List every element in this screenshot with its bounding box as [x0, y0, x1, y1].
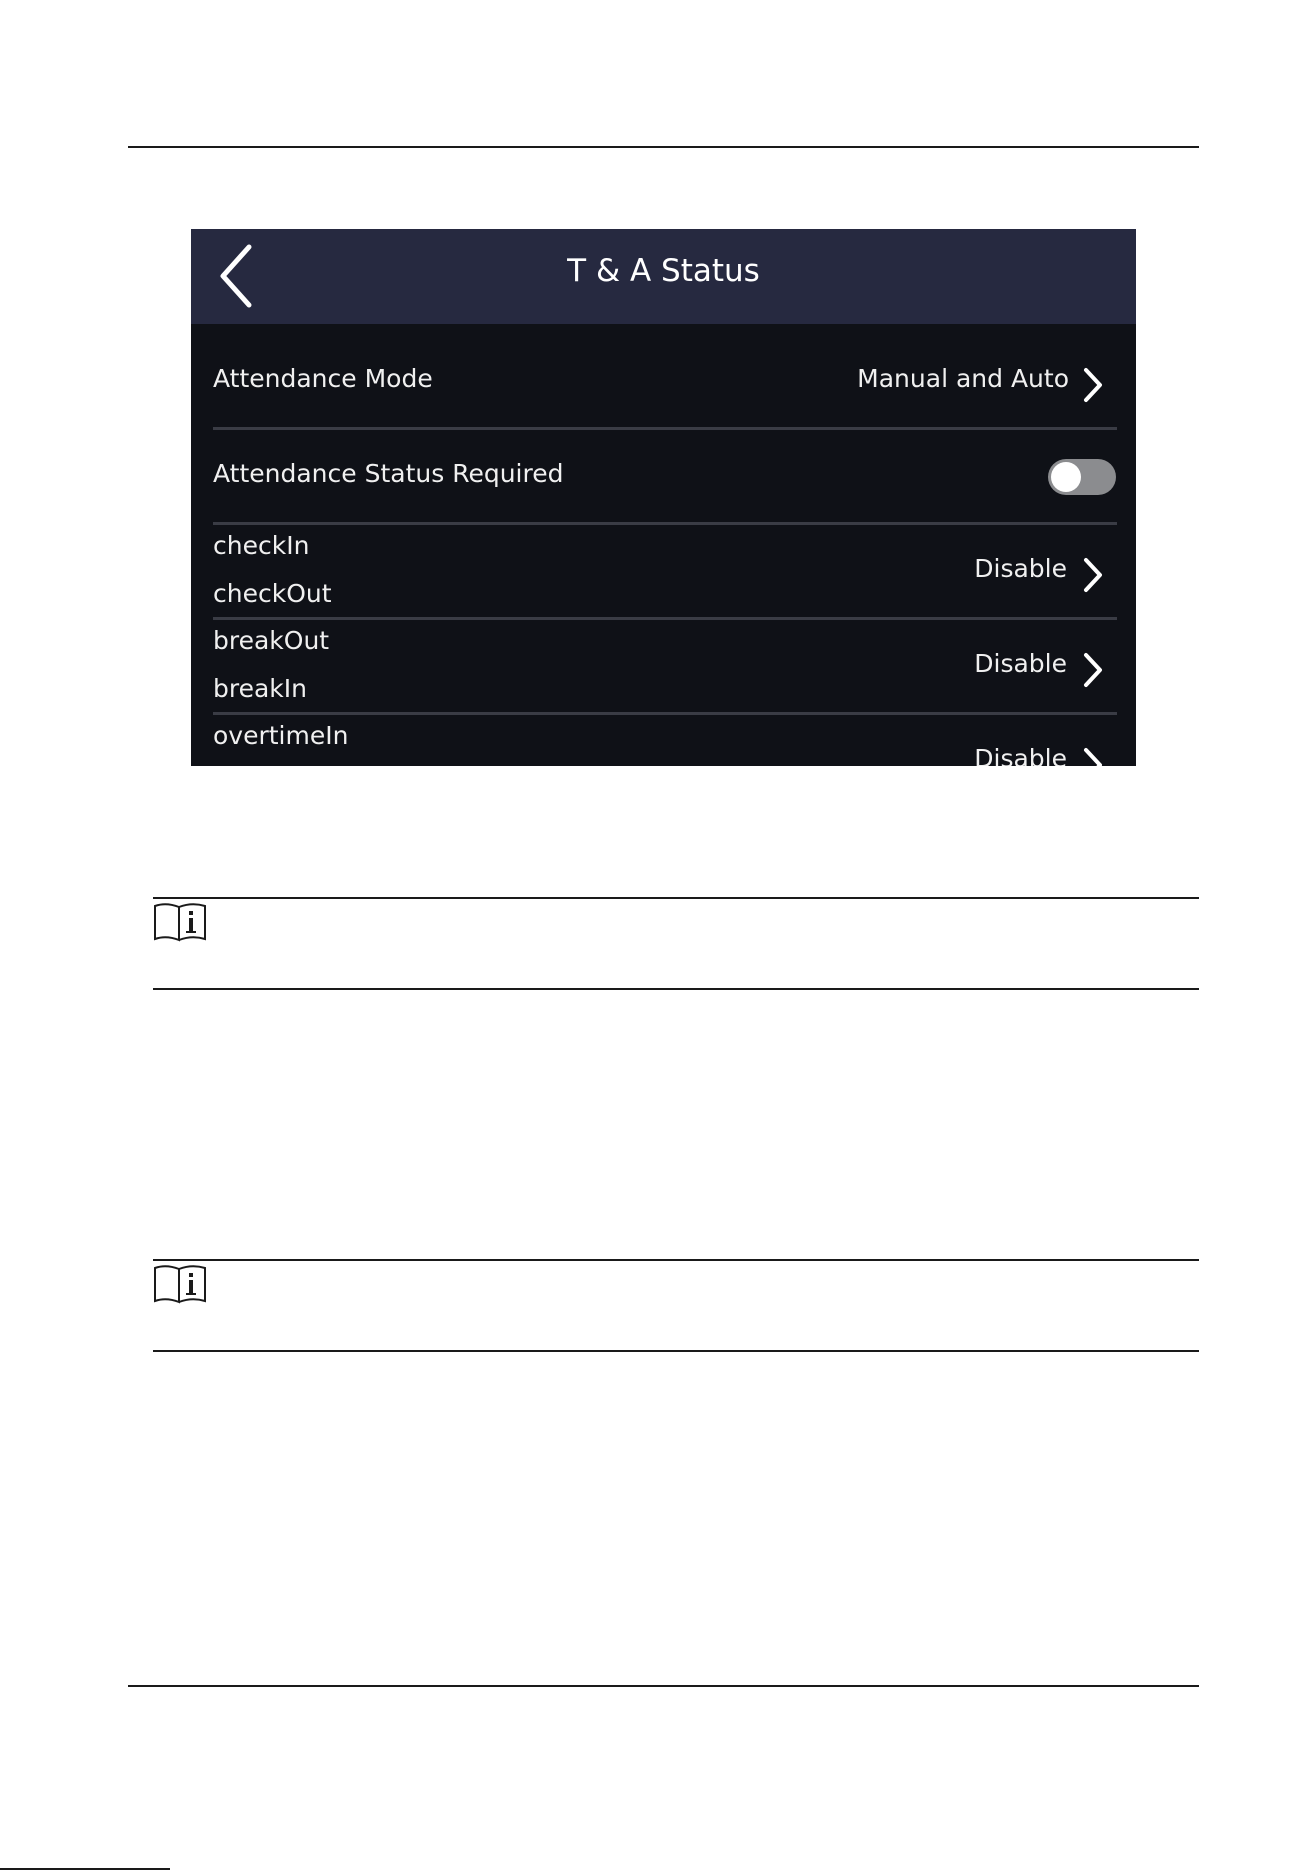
check-status-value: Disable [974, 554, 1067, 583]
attendance-mode-value: Manual and Auto [857, 364, 1069, 393]
status-required-toggle[interactable] [1048, 459, 1116, 495]
status-required-label: Attendance Status Required [213, 459, 564, 488]
footer-rule [128, 1685, 1199, 1687]
screen-title: T & A Status [567, 253, 760, 289]
toggle-knob [1051, 462, 1081, 492]
chevron-right-icon [1082, 746, 1104, 766]
device-header [191, 229, 1136, 324]
check-in-label: checkIn [213, 531, 310, 560]
device-screen [191, 229, 1136, 766]
note-bottom-rule [153, 988, 1199, 990]
overtime-in-label: overtimeIn [213, 721, 349, 750]
note-book-icon [153, 902, 207, 942]
attendance-mode-label: Attendance Mode [213, 364, 433, 393]
chevron-right-icon [1082, 366, 1104, 404]
note-bottom-rule [153, 1350, 1199, 1352]
header-rule [128, 146, 1199, 148]
break-status-value: Disable [974, 649, 1067, 678]
footer-mark [0, 1868, 170, 1870]
chevron-right-icon [1082, 651, 1104, 689]
check-out-label: checkOut [213, 579, 332, 608]
row-divider [213, 427, 1117, 430]
break-out-label: breakOut [213, 626, 330, 655]
chevron-right-icon [1082, 556, 1104, 594]
note-book-icon [153, 1264, 207, 1304]
break-in-label: breakIn [213, 674, 307, 703]
overtime-status-value: Disable [974, 744, 1067, 766]
note-top-rule [153, 897, 1199, 899]
note-top-rule [153, 1259, 1199, 1261]
